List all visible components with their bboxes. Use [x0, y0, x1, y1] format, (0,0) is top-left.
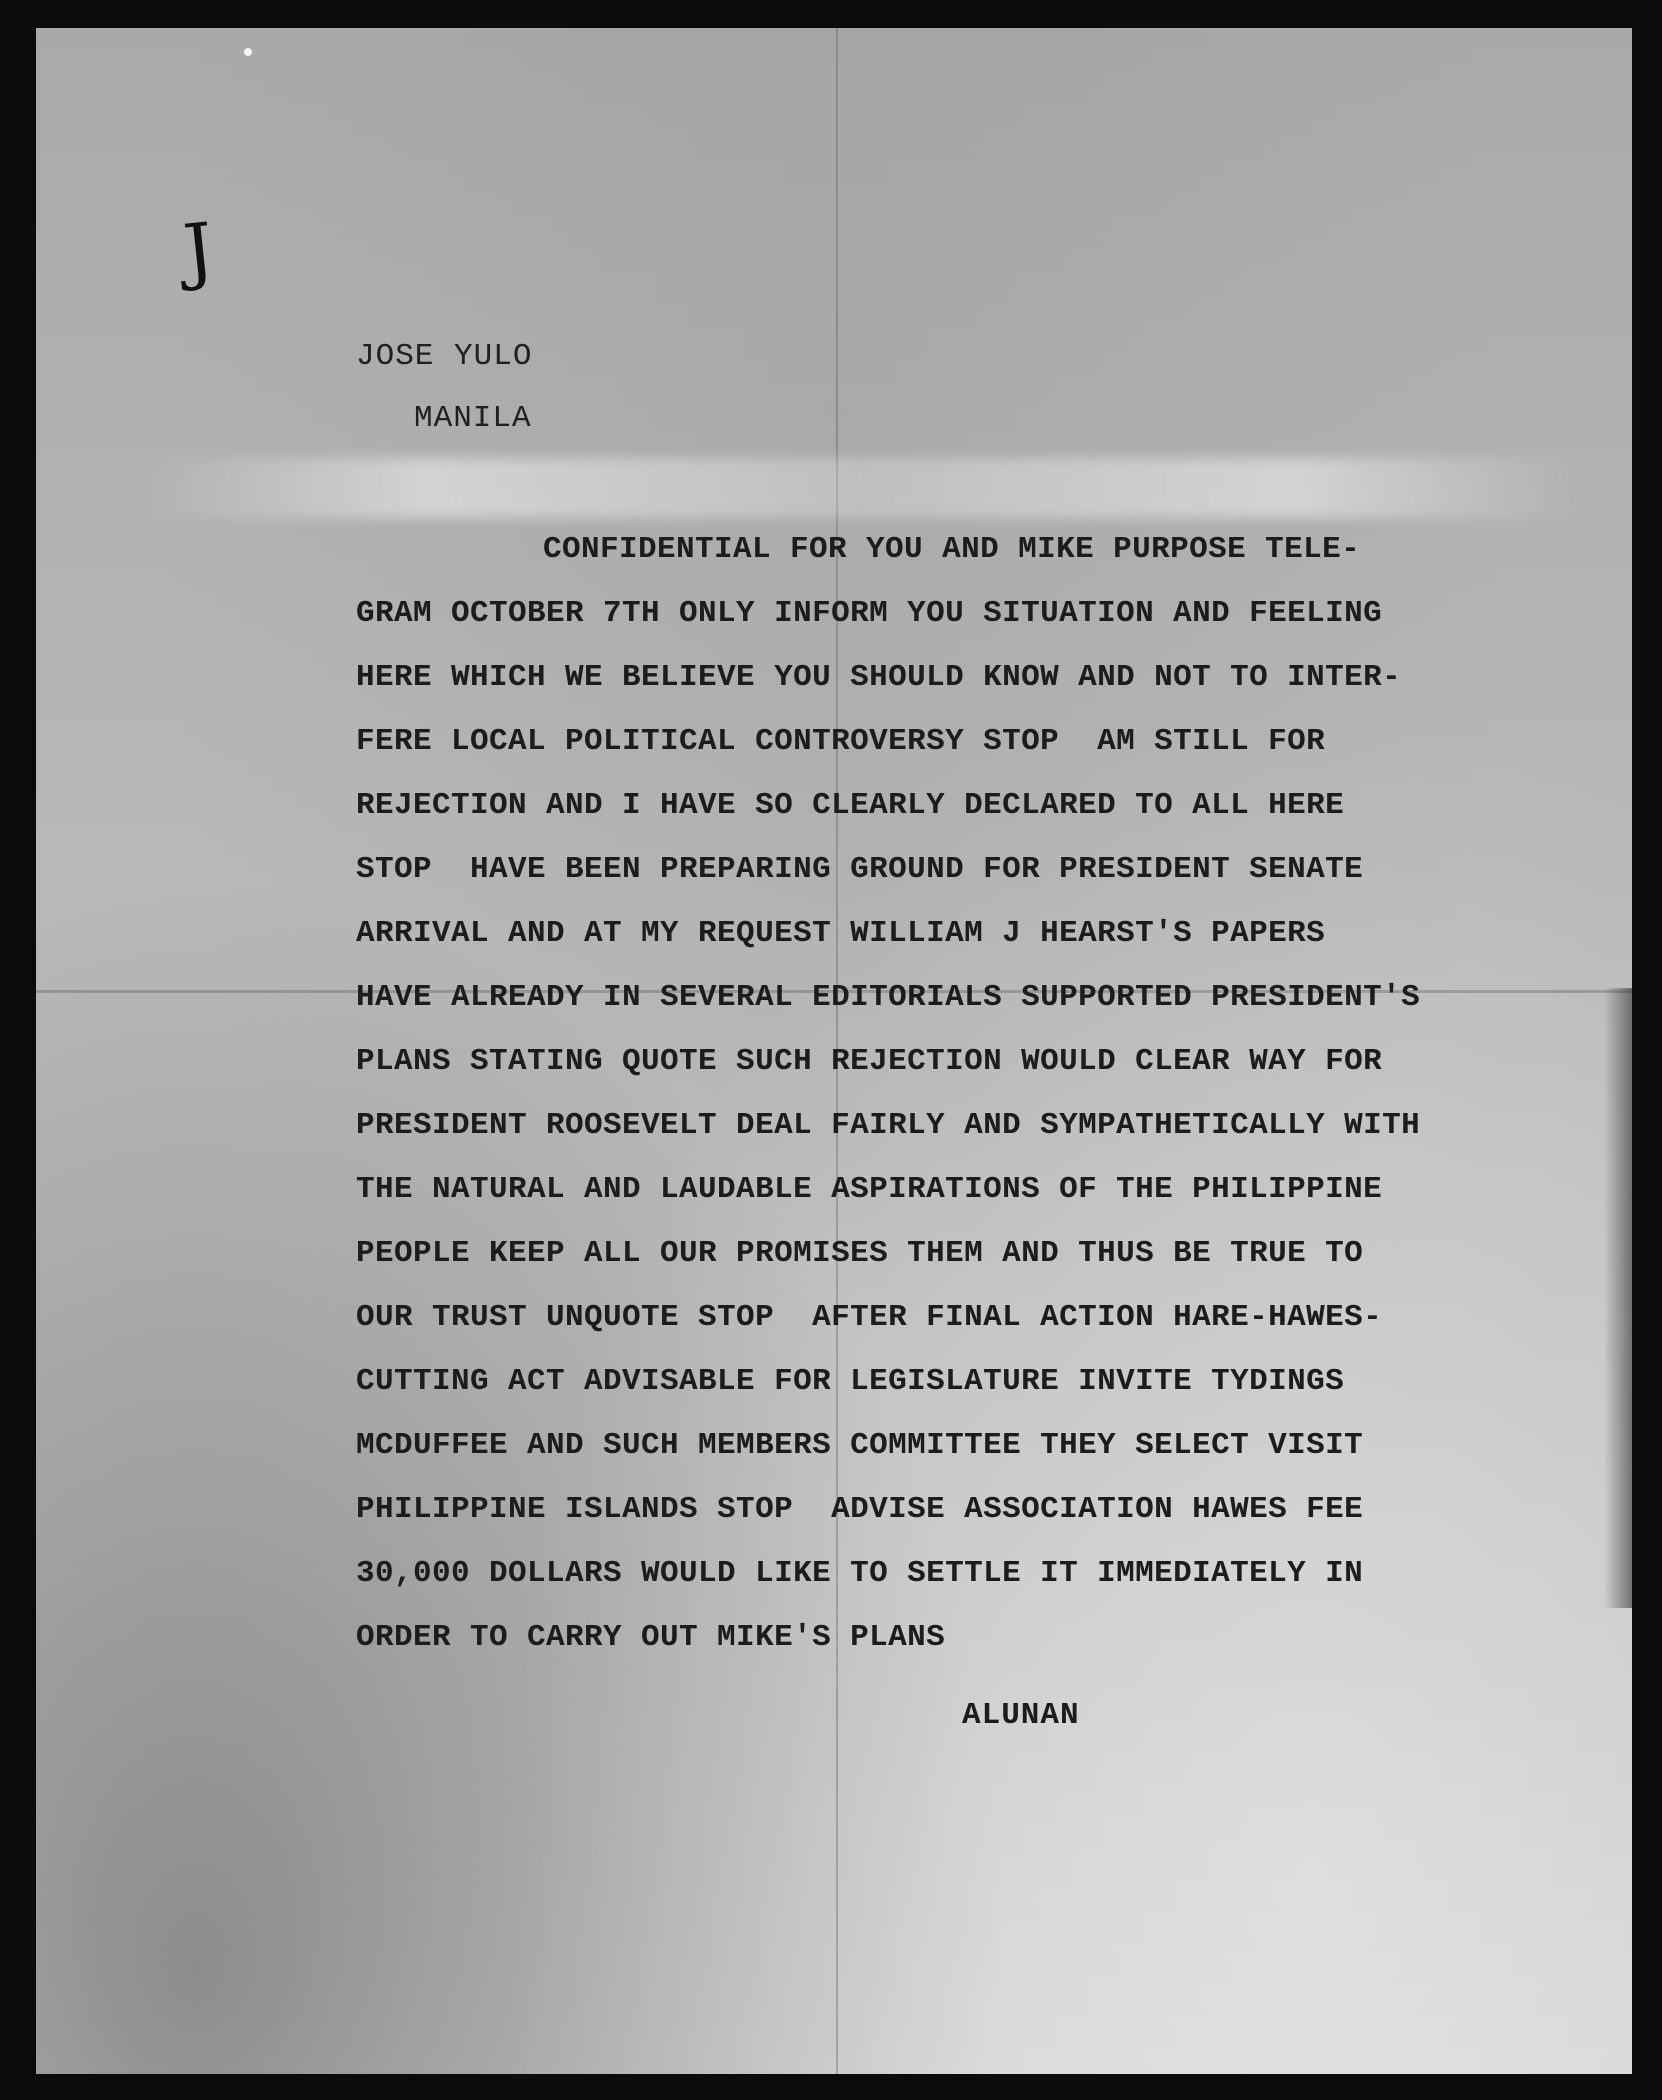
body-line: STOP HAVE BEEN PREPARING GROUND FOR PRESIDENT SENATE: [356, 852, 1364, 887]
scan-glare: [136, 458, 1586, 518]
body-line: HERE WHICH WE BELIEVE YOU SHOULD KNOW AND NOT TO INTER-: [356, 660, 1402, 695]
body-line: PLANS STATING QUOTE SUCH REJECTION WOULD CLEAR WAY FOR: [356, 1044, 1383, 1079]
body-line: ARRIVAL AND AT MY REQUEST WILLIAM J HEARST'S PAPERS: [356, 916, 1326, 951]
torn-right-edge: [1604, 988, 1632, 1608]
signature: ALUNAN: [962, 1698, 1080, 1733]
body-line: FERE LOCAL POLITICAL CONTROVERSY STOP AM STILL FOR: [356, 724, 1326, 759]
body-line: MCDUFFEE AND SUCH MEMBERS COMMITTEE THEY SELECT VISIT: [356, 1428, 1364, 1463]
addressee-city: MANILA: [414, 401, 532, 436]
body-line: PHILIPPINE ISLANDS STOP ADVISE ASSOCIATION HAWES FEE: [356, 1492, 1364, 1527]
body-line: OUR TRUST UNQUOTE STOP AFTER FINAL ACTION HARE-HAWES-: [356, 1300, 1383, 1335]
body-line: THE NATURAL AND LAUDABLE ASPIRATIONS OF THE PHILIPPINE: [356, 1172, 1383, 1207]
telegram-page: [36, 28, 1632, 2074]
body-line: PRESIDENT ROOSEVELT DEAL FAIRLY AND SYMPATHETICALLY WITH: [356, 1108, 1421, 1143]
body-line: CUTTING ACT ADVISABLE FOR LEGISLATURE INVITE TYDINGS: [356, 1364, 1345, 1399]
addressee-name: JOSE YULO: [356, 339, 533, 374]
handwritten-margin-mark: J: [179, 206, 218, 294]
body-line: ORDER TO CARRY OUT MIKE'S PLANS: [356, 1620, 946, 1655]
body-line: PEOPLE KEEP ALL OUR PROMISES THEM AND THUS BE TRUE TO: [356, 1236, 1364, 1271]
addressee-block: [356, 326, 532, 450]
body-line: REJECTION AND I HAVE SO CLEARLY DECLARED TO ALL HERE: [356, 788, 1345, 823]
paper-speck: [244, 48, 252, 56]
body-line: CONFIDENTIAL FOR YOU AND MIKE PURPOSE TELE-: [543, 532, 1361, 567]
message-body: [356, 518, 1420, 1670]
body-line: 30,000 DOLLARS WOULD LIKE TO SETTLE IT IMMEDIATELY IN: [356, 1556, 1364, 1591]
body-line: GRAM OCTOBER 7TH ONLY INFORM YOU SITUATION AND FEELING: [356, 596, 1383, 631]
body-line: HAVE ALREADY IN SEVERAL EDITORIALS SUPPORTED PRESIDENT'S: [356, 980, 1421, 1015]
